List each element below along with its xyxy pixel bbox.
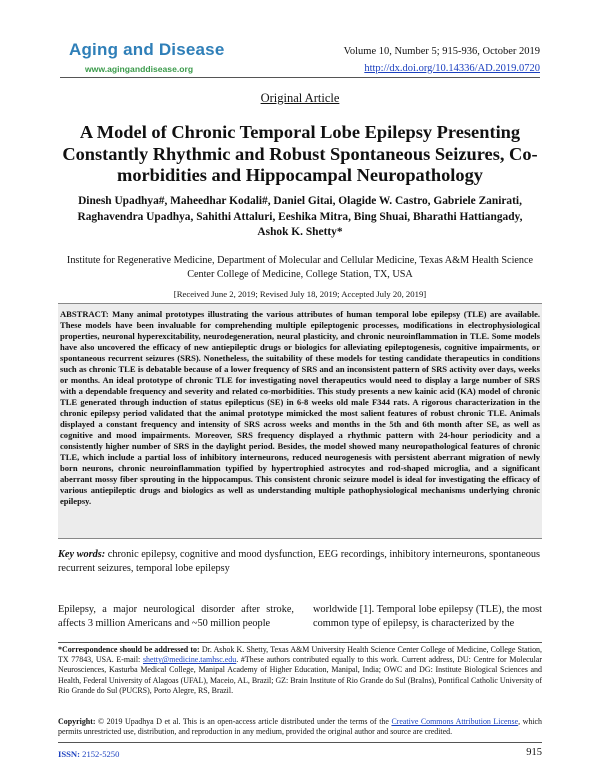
copyright-text-2: , which permits unrestricted use, distribution, and reproduction in any medium, provided the original author and source are credited.: [58, 717, 543, 737]
abstract-text: ABSTRACT: Many animal prototypes illustrating the various attributes of human temporal lobe epilepsy (TLE) are available. These models have been invaluable for comprehending multiple epileptogenic processes, modifications in electrophysiological properties, neuronal hyperexcitability, neurodegeneration, neural plasticity, and chronic neuroinflammation in TLE. Some models have also uncovered the efficacy of new antiepileptic drugs or biologics for alleviating epileptogenesis, cognitive impairments, or spontaneous recurrent seizures (SRS). Nonetheless, the suitability of these models for testing candidate therapeutics in conditions such as chronic TLE is debatable because of a lower frequency of SRS and an inconsistent pattern of SRS activity over days, weeks or months. An ideal prototype of chronic TLE for investigating novel therapeutics would need to display a large number of SRS with a dependable frequency and severity and related co-morbidities. This study presents a new kainic acid (KA) model of chronic TLE generated through induction of status epilepticus (SE) in 6-8 weeks old male F344 rats. A rigorous characterization in the chronic epilepsy period validated that the animal prototype mimicked the most salient features of robust chronic TLE. Animals displayed a constant frequency and intensity of SRS across weeks and months in the 5th and 6th month after SE, as well as cognitive and mood impairments. Moreover, SRS frequency displayed a rhythmic pattern with 24-hour periodicity and a consistently higher number of SRS in the daylight period. Besides, the model showed many neuropathological features of chronic TLE, which include a partial loss of inhibitory interneurons, reduced neurogenesis with persistent aberrant migration of newly born neurons, chronic neuroinflammation typified by hypertrophied astrocytes and rod-shaped microglia, and a significant aberrant mossy fiber sprouting in the hippocampus. This consistent chronic seizure model is ideal for investigating the efficacy of various antiepileptic drugs and biologics as well as understanding multiple pathophysiological mechanisms underlying chronic epilepsy.: [60, 309, 540, 507]
keywords-label: Key words:: [58, 549, 106, 560]
correspondence-footnote: [58, 645, 542, 696]
article-title: A Model of Chronic Temporal Lobe Epilepsy Presenting Constantly Rhythmic and Robust Spontaneous Seizures, Co-morbidities and Hippocampal Neuropathology: [62, 122, 538, 185]
header-divider: [60, 77, 540, 78]
copyright-label: Copyright:: [58, 717, 96, 726]
footnote-divider: [58, 642, 542, 643]
email-link[interactable]: shetty@medicine.tamhsc.edu: [142, 655, 237, 665]
author-list: Dinesh Upadhya#, Maheedhar Kodali#, Daniel Gitai, Olagide W. Castro, Gabriele Zanirati, Raghavendra Upadhya, Sahithi Attaluri, Eeshika Mitra, Bing Shuai, Bharathi Hattiangady, Ashok K. Shetty*: [77, 195, 523, 238]
received-dates: [Received June 2, 2019; Revised July 18, 2019; Accepted July 20, 2019]: [173, 289, 427, 299]
body-right-column: worldwide [1]. Temporal lobe epilepsy (TLE), the most common type of epilepsy, is characterized by the: [313, 604, 542, 629]
issn-value: 2152-5250: [82, 749, 120, 759]
journal-name: Aging and Disease: [69, 40, 225, 59]
footnote-label: *Correspondence should be addressed to:: [58, 645, 200, 654]
license-link[interactable]: Creative Commons Attribution License: [391, 717, 519, 726]
abstract-box: [58, 303, 542, 539]
doi-link[interactable]: http://dx.doi.org/10.14336/AD.2019.0720: [364, 63, 540, 74]
copyright-text-1: © 2019 Upadhya D et al. This is an open-access article distributed under the terms of the: [98, 717, 389, 726]
copyright-notice: [58, 717, 542, 737]
article-type: Original Article: [260, 91, 340, 105]
affiliation: Institute for Regenerative Medicine, Department of Molecular and Cellular Medicine, Texas A&M Health Science Center College of Medicine, College Station, TX, USA: [66, 255, 534, 280]
journal-url-link[interactable]: www.aginganddisease.org: [85, 64, 194, 74]
issn-label: ISSN:: [58, 749, 80, 759]
issn: [58, 749, 119, 759]
page-number: 915: [526, 747, 542, 758]
footnote-text-1: Dr. Ashok K. Shetty, Texas A&M University Health Science Center College of Medicine, College Station, TX 77843, USA. E-mail:: [58, 645, 543, 665]
volume-issue-line: Volume 10, Number 5; 915-936, October 2019: [343, 46, 540, 57]
keywords: [58, 548, 542, 575]
footer-divider: [58, 742, 542, 743]
body-left-column: Epilepsy, a major neurological disorder after stroke, affects 3 million Americans and ~50 million people: [58, 604, 294, 629]
keywords-text: chronic epilepsy, cognitive and mood dysfunction, EEG recordings, inhibitory interneurons, spontaneous recurrent seizures, temporal lobe epilepsy: [58, 549, 541, 574]
footnote-text-2: . #These authors contributed equally to this work. Current address, DU: Centre for Molecular Neurosciences, Kasturba Medical College, Manipal Academy of Higher Education, Manipal, India; OWC and DG: Institute Biological Sciences and Health, Federal University of Alagoas (UFAL), Maceio, AL, Brazil; GZ: Brain Institute of Rio Grande do Sul (BraIns), Pontifical Catholic University of Rio Grande do Sul (PUCRS), Porto Alegre, RS, Brazil.: [58, 655, 543, 695]
